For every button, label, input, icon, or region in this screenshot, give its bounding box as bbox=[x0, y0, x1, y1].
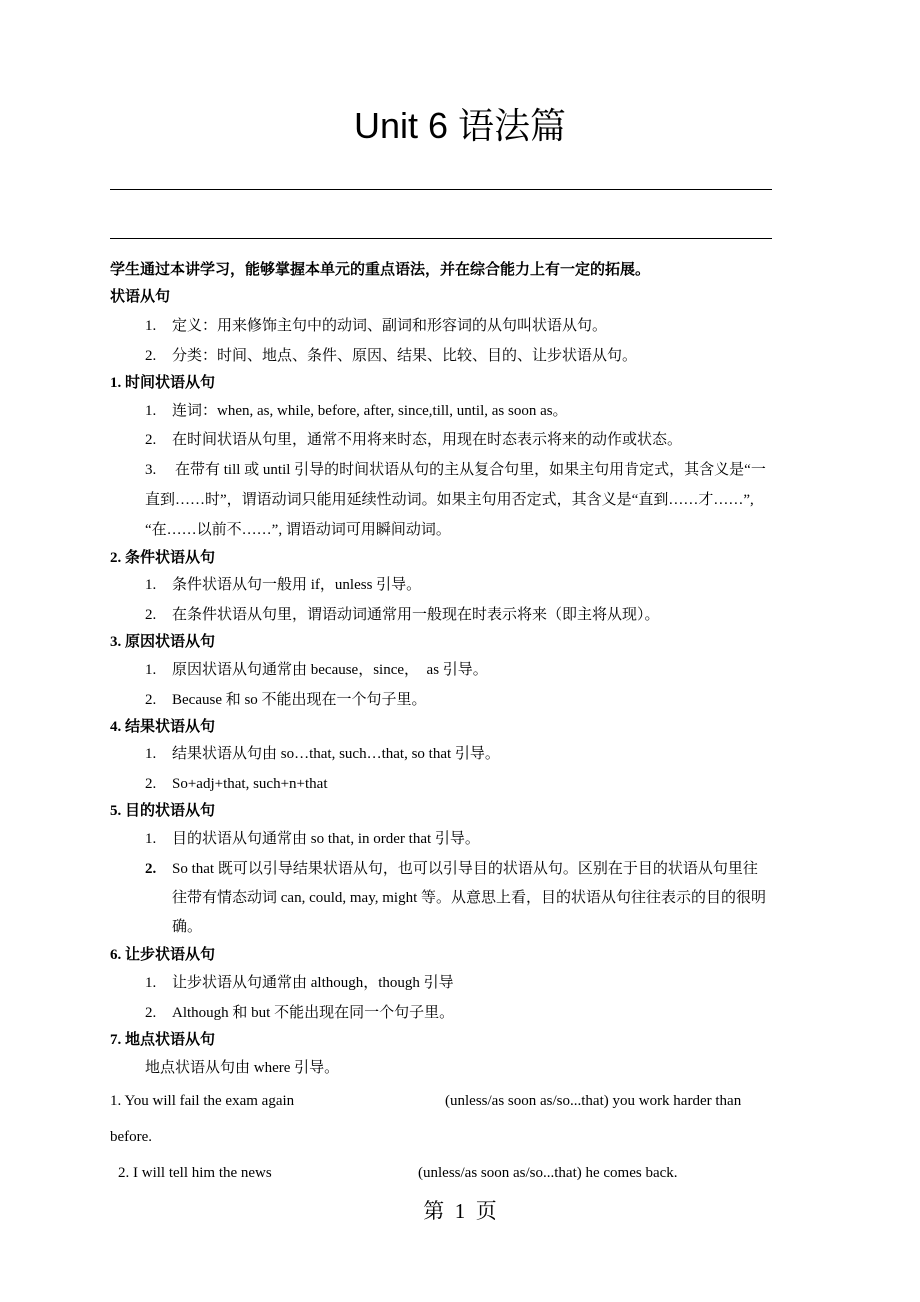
item-text: 地点状语从句由 where 引导。 bbox=[145, 1060, 340, 1076]
item-text: 连词：when, as, while, before, after, since,till, until, as soon as。 bbox=[172, 403, 568, 419]
section-heading: 7. 地点状语从句 bbox=[110, 1032, 216, 1048]
section-heading: 6. 让步状语从句 bbox=[110, 947, 216, 963]
item-number: 2. bbox=[145, 776, 157, 792]
item-number: 2. bbox=[145, 607, 157, 623]
item-text-continued: 确。 bbox=[172, 919, 203, 935]
exercise-options: (unless/as soon as/so...that) he comes back. bbox=[418, 1165, 678, 1181]
item-text: Because 和 so 不能出现在一个句子里。 bbox=[172, 692, 427, 708]
item-number: 1. bbox=[145, 403, 157, 419]
exercise-stem: 2. I will tell him the news bbox=[118, 1165, 272, 1181]
item-text: 在带有 till 或 until 引导的时间状语从句的主从复合句里，如果主句用肯定式，其含义是“一 bbox=[175, 462, 766, 478]
page-number: 第 1 页 bbox=[423, 1199, 497, 1223]
divider-line bbox=[110, 238, 772, 239]
item-text: 目的状语从句通常由 so that, in order that 引导。 bbox=[172, 831, 480, 847]
item-text-continued: 往带有情态动词 can, could, may, might 等。从意思上看，目的状语从句往往表示的目的很明 bbox=[172, 890, 766, 906]
item-text-continued: “在……以前不……”, 谓语动词可用瞬间动词。 bbox=[145, 522, 451, 538]
item-number: 1. bbox=[145, 746, 157, 762]
item-number: 2. bbox=[145, 432, 157, 448]
item-number: 1. bbox=[145, 577, 157, 593]
section-heading: 5. 目的状语从句 bbox=[110, 803, 216, 819]
item-number: 2. bbox=[145, 1005, 157, 1021]
item-number: 1. bbox=[145, 831, 157, 847]
exercise-stem: 1. You will fail the exam again bbox=[110, 1093, 295, 1109]
section-heading: 4. 结果状语从句 bbox=[110, 719, 216, 735]
item-number: 1. bbox=[145, 662, 157, 678]
item-number: 3. bbox=[145, 462, 157, 478]
item-number: 1. bbox=[145, 975, 157, 991]
item-text: 原因状语从句通常由 because，since， as 引导。 bbox=[172, 662, 488, 678]
section-heading: 状语从句 bbox=[110, 289, 171, 305]
item-number: 2. bbox=[145, 692, 157, 708]
item-text: 条件状语从句一般用 if，unless 引导。 bbox=[172, 577, 422, 593]
item-text: 让步状语从句通常由 although，though 引导 bbox=[172, 975, 454, 991]
item-text: 在时间状语从句里，通常不用将来时态，用现在时态表示将来的动作或状态。 bbox=[172, 432, 683, 448]
section-heading: 2. 条件状语从句 bbox=[110, 550, 216, 566]
item-number: 1. bbox=[145, 318, 157, 334]
section-heading: 1. 时间状语从句 bbox=[110, 375, 216, 391]
item-text: 在条件状语从句里，谓语动词通常用一般现在时表示将来（即主将从现）。 bbox=[172, 607, 660, 623]
section-heading: 3. 原因状语从句 bbox=[110, 634, 216, 650]
item-number: 2. bbox=[145, 348, 157, 364]
item-text: Although 和 but 不能出现在同一个句子里。 bbox=[172, 1005, 455, 1021]
divider-line bbox=[110, 189, 772, 190]
item-text: So+adj+that, such+n+that bbox=[172, 776, 328, 792]
page-title: Unit 6 语法篇 bbox=[353, 105, 567, 146]
item-number: 2. bbox=[145, 861, 157, 877]
exercise-options: (unless/as soon as/so...that) you work harder than bbox=[445, 1093, 742, 1109]
item-text: So that 既可以引导结果状语从句，也可以引导目的状语从句。区别在于目的状语从句里往 bbox=[172, 861, 758, 877]
item-text: 分类：时间、地点、条件、原因、结果、比较、目的、让步状语从句。 bbox=[172, 348, 638, 364]
item-text-continued: 直到……时”，谓语动词只能用延续性动词。如果主句用否定式，其含义是“直到……才……”, bbox=[145, 492, 754, 508]
exercise-continued: before. bbox=[110, 1129, 153, 1145]
intro-text: 学生通过本讲学习，能够掌握本单元的重点语法，并在综合能力上有一定的拓展。 bbox=[110, 262, 651, 278]
item-text: 结果状语从句由 so…that, such…that, so that 引导。 bbox=[172, 746, 500, 762]
item-text: 定义：用来修饰主句中的动词、副词和形容词的从句叫状语从句。 bbox=[172, 318, 608, 334]
